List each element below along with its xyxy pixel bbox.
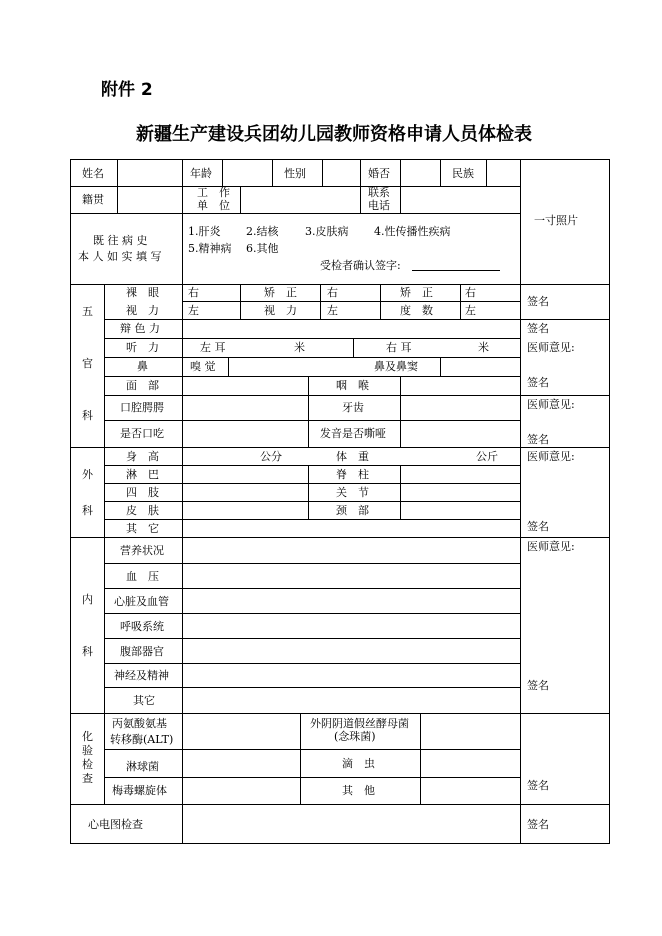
- alt-label-1: 丙氨酸氨基: [112, 717, 167, 730]
- oral-doctor-opinion-label: 医师意见:: [527, 398, 575, 411]
- correction-degree-label-2: 度 数: [400, 304, 433, 317]
- surgery-other-label: 其 它: [126, 522, 159, 535]
- section-surgery-1: 外: [82, 468, 93, 481]
- internal-item-blood-pressure: 血 压: [126, 570, 159, 583]
- corrected-left-label: 左: [327, 304, 338, 317]
- naked-right-label: 右: [188, 286, 199, 299]
- history-option-1: 1.肝炎: [188, 225, 221, 238]
- internal-item-other: 其它: [133, 694, 155, 707]
- color-sign-label: 签名: [527, 322, 549, 335]
- face-label: 面 部: [126, 379, 159, 392]
- section-five-senses-3: 科: [82, 409, 93, 422]
- trichomonas-label: 滴 虫: [342, 757, 375, 770]
- skin-label: 皮 肤: [126, 504, 159, 517]
- spine-label: 脊 柱: [336, 468, 369, 481]
- gonococcus-label: 淋球菌: [126, 760, 159, 773]
- cleft-palate-label: 口腔腭腭: [120, 401, 164, 414]
- naked-left-label: 左: [188, 304, 199, 317]
- internal-item-neuro: 神经及精神: [114, 669, 169, 682]
- section-lab-3: 检: [82, 758, 93, 771]
- internal-item-nutrition: 营养状况: [120, 544, 164, 557]
- weight-unit: 公斤: [476, 450, 498, 463]
- syphilis-label: 梅毒螺旋体: [112, 784, 167, 797]
- teeth-label: 牙齿: [342, 401, 364, 414]
- nose-sinus-label: 鼻及鼻窦: [374, 360, 418, 373]
- history-option-3: 3.皮肤病: [305, 225, 349, 238]
- surgery-sign-label: 签名: [527, 520, 549, 533]
- corrected-right-label: 右: [327, 286, 338, 299]
- history-option-6: 6.其他: [246, 242, 279, 255]
- history-label-2: 本 人 如 实 填 写: [78, 250, 162, 263]
- candida-label-2: (念珠菌): [334, 730, 376, 743]
- weight-label: 体 重: [336, 450, 369, 463]
- attachment-label: 附件 2: [101, 80, 153, 100]
- lab-sign-label: 签名: [527, 779, 549, 792]
- alt-label-2: 转移酶(ALT): [110, 733, 174, 746]
- phone-label-1: 联系: [368, 186, 390, 199]
- color-vision-label: 辩 色 力: [120, 322, 160, 335]
- joints-label: 关 节: [336, 486, 369, 499]
- internal-sign-label: 签名: [527, 679, 549, 692]
- limbs-label: 四 肢: [126, 486, 159, 499]
- hearing-label: 听 力: [126, 341, 159, 354]
- section-lab-4: 查: [82, 772, 93, 785]
- ecg-sign-label: 签名: [527, 818, 549, 831]
- degree-right-label: 右: [465, 286, 476, 299]
- history-option-2: 2.结核: [246, 225, 279, 238]
- name-label: 姓名: [82, 167, 104, 180]
- oral-sign-label: 签名: [527, 433, 549, 446]
- section-lab-1: 化: [82, 730, 93, 743]
- corrected-vision-label-2: 视 力: [264, 304, 297, 317]
- left-ear-label: 左 耳: [200, 341, 226, 354]
- form-title: 新疆生产建设兵团幼儿园教师资格申请人员体检表: [136, 124, 532, 145]
- native-place-label: 籍贯: [82, 193, 104, 206]
- marital-label: 婚否: [368, 167, 390, 180]
- throat-label: 咽 喉: [336, 379, 369, 392]
- section-internal-1: 内: [82, 593, 93, 606]
- lymph-label: 淋 巴: [126, 468, 159, 481]
- stutter-label: 是否口吃: [120, 427, 164, 440]
- phone-label-2: 电话: [368, 199, 390, 212]
- left-ear-unit: 米: [294, 341, 305, 354]
- section-five-senses-2: 官: [82, 357, 93, 370]
- neck-label: 颈 部: [336, 504, 369, 517]
- section-surgery-2: 科: [82, 504, 93, 517]
- height-unit: 公分: [260, 450, 282, 463]
- height-label: 身 高: [126, 450, 159, 463]
- ent-doctor-opinion-label: 医师意见:: [527, 341, 575, 354]
- internal-item-heart: 心脏及血管: [114, 595, 169, 608]
- vision-sign-label: 签名: [527, 295, 549, 308]
- section-five-senses-1: 五: [82, 305, 93, 318]
- age-label: 年龄: [190, 167, 212, 180]
- gender-label: 性别: [284, 167, 306, 180]
- history-option-4: 4.性传播性疾病: [374, 225, 451, 238]
- ent-sign-label: 签名: [527, 376, 549, 389]
- ecg-label: 心电图检查: [88, 818, 143, 831]
- work-unit-label-1: 工 作: [197, 186, 230, 199]
- lab-other-label: 其 他: [342, 784, 375, 797]
- internal-item-abdomen: 腹部器官: [120, 645, 164, 658]
- correction-degree-label-1: 矫 正: [400, 286, 433, 299]
- confirm-signature-label: 受检者确认签字:: [320, 259, 401, 272]
- naked-eye-label-2: 视 力: [126, 304, 159, 317]
- hoarse-label: 发音是否嘶哑: [320, 427, 386, 440]
- section-lab-2: 验: [82, 744, 93, 757]
- right-ear-label: 右 耳: [386, 341, 412, 354]
- smell-label: 嗅 觉: [190, 360, 216, 373]
- history-option-5: 5.精神病: [188, 242, 232, 255]
- surgery-doctor-opinion-label: 医师意见:: [527, 450, 575, 463]
- internal-item-respiratory: 呼吸系统: [120, 620, 164, 633]
- candida-label-1: 外阴阴道假丝酵母菌: [310, 717, 409, 730]
- photo-placeholder: 一寸照片: [534, 214, 578, 227]
- corrected-vision-label-1: 矫 正: [264, 286, 297, 299]
- section-internal-2: 科: [82, 645, 93, 658]
- nose-label: 鼻: [137, 360, 148, 373]
- right-ear-unit: 米: [478, 341, 489, 354]
- history-label-1: 既 往 病 史: [93, 234, 148, 247]
- internal-doctor-opinion-label: 医师意见:: [527, 540, 575, 553]
- work-unit-label-2: 单 位: [197, 199, 230, 212]
- naked-eye-label-1: 裸 眼: [126, 286, 159, 299]
- degree-left-label: 左: [465, 304, 476, 317]
- ethnicity-label: 民族: [452, 167, 474, 180]
